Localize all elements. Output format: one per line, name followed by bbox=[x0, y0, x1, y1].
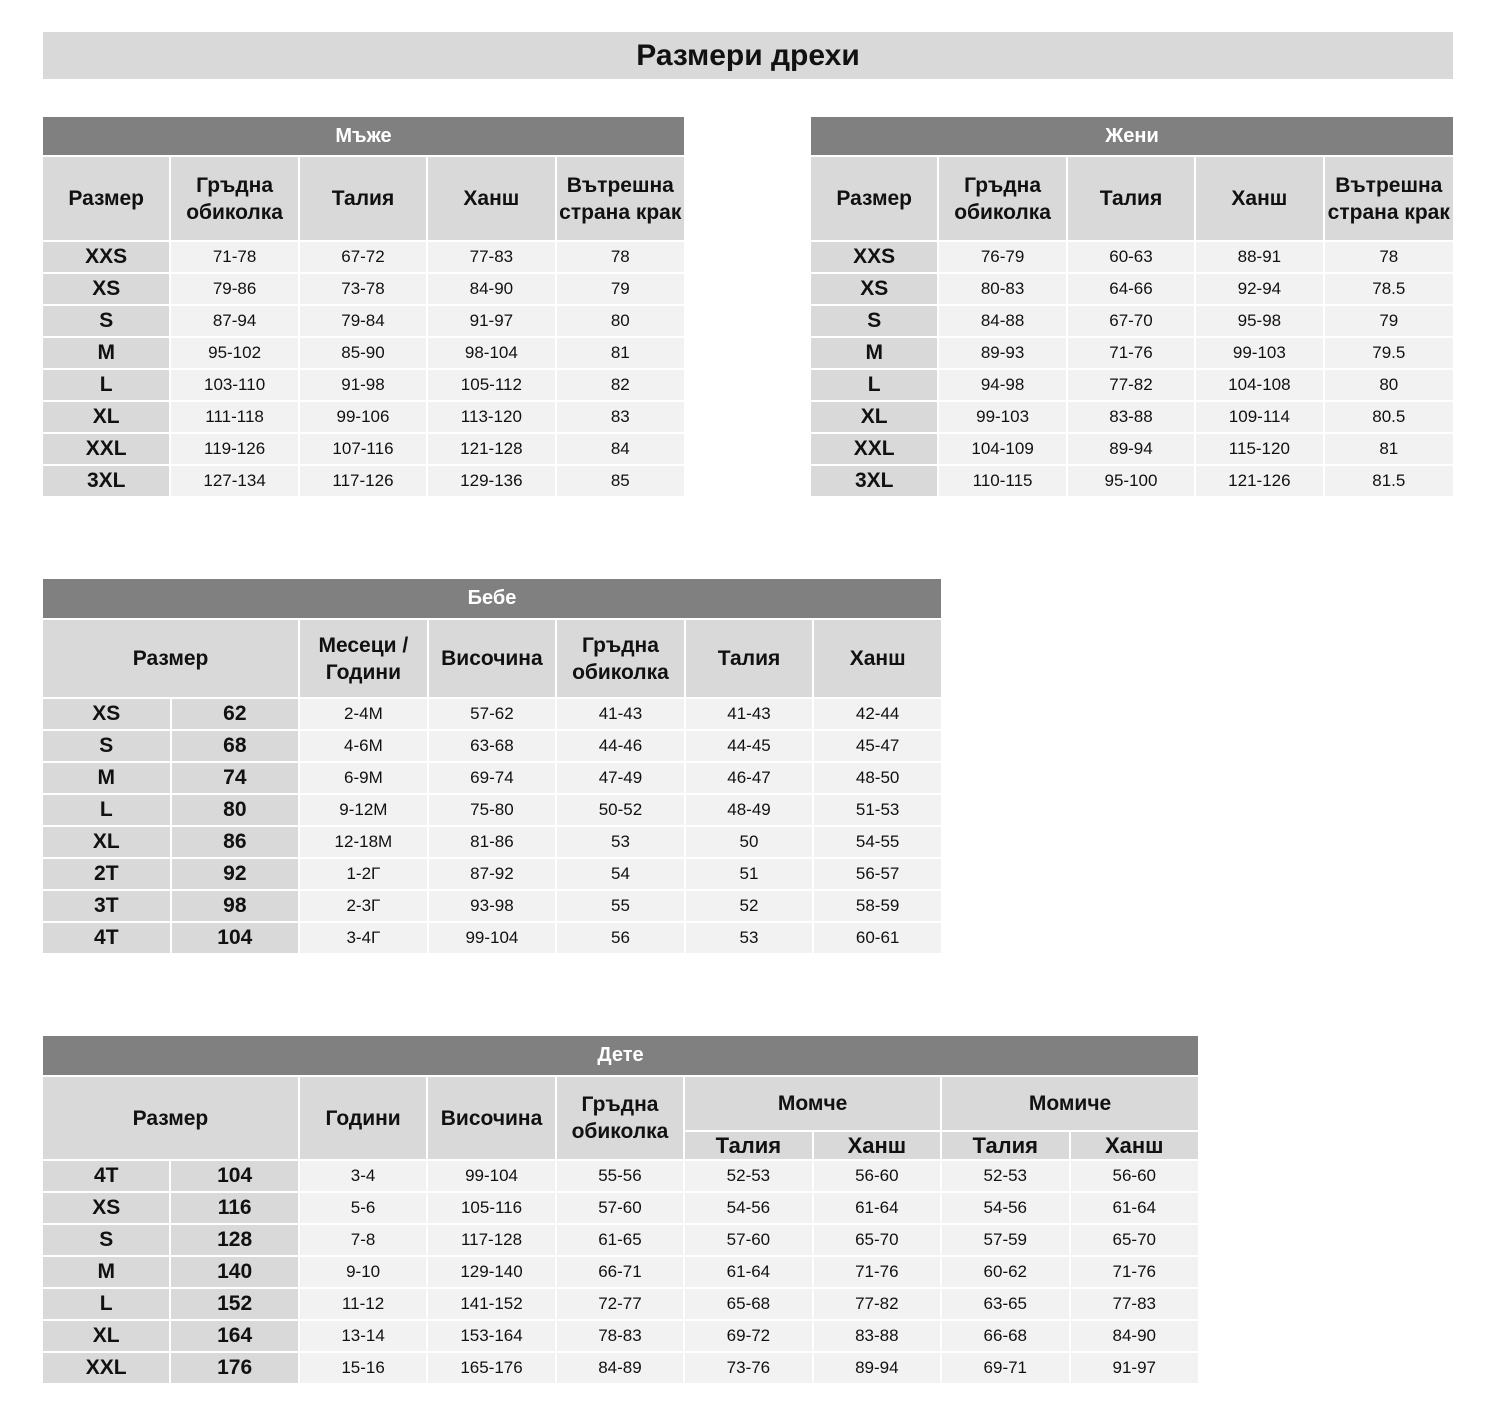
table-row bbox=[43, 306, 684, 336]
baby-size-table bbox=[41, 577, 943, 955]
value-cell: 44-45 bbox=[686, 731, 813, 761]
value-cell: 80 bbox=[557, 306, 684, 336]
value-cell: 54-55 bbox=[814, 827, 941, 857]
value-cell: 66-71 bbox=[557, 1257, 683, 1287]
header-waist: Талия bbox=[1068, 157, 1194, 240]
value-cell: 65-70 bbox=[814, 1225, 940, 1255]
value-cell: 85-90 bbox=[300, 338, 426, 368]
size-cell: L bbox=[43, 795, 170, 825]
value-cell: 83-88 bbox=[1068, 402, 1194, 432]
value-cell: 77-82 bbox=[814, 1289, 940, 1319]
size-cell: S bbox=[811, 306, 937, 336]
value-cell: 84-90 bbox=[1071, 1321, 1199, 1351]
value-cell: 52 bbox=[686, 891, 813, 921]
value-cell: 78-83 bbox=[557, 1321, 683, 1351]
header-chest: Гръдна обиколка bbox=[557, 1077, 683, 1159]
value-cell: 55 bbox=[557, 891, 684, 921]
size-cell: 176 bbox=[171, 1353, 297, 1383]
value-cell: 78 bbox=[1325, 242, 1453, 272]
value-cell: 75-80 bbox=[429, 795, 556, 825]
value-cell: 63-65 bbox=[942, 1289, 1068, 1319]
table-row bbox=[43, 1353, 1198, 1383]
value-cell: 2-3Г bbox=[300, 891, 427, 921]
size-cell: S bbox=[43, 306, 169, 336]
value-cell: 69-71 bbox=[942, 1353, 1068, 1383]
size-cell: 128 bbox=[171, 1225, 297, 1255]
value-cell: 51 bbox=[686, 859, 813, 889]
value-cell: 127-134 bbox=[171, 466, 297, 496]
value-cell: 81-86 bbox=[429, 827, 556, 857]
value-cell: 77-82 bbox=[1068, 370, 1194, 400]
value-cell: 77-83 bbox=[1071, 1289, 1199, 1319]
size-cell: XS bbox=[43, 274, 169, 304]
size-cell: S bbox=[43, 1225, 169, 1255]
size-cell: M bbox=[43, 763, 170, 793]
value-cell: 89-94 bbox=[1068, 434, 1194, 464]
value-cell: 91-98 bbox=[300, 370, 426, 400]
value-cell: 165-176 bbox=[428, 1353, 554, 1383]
value-cell: 88-91 bbox=[1196, 242, 1322, 272]
value-cell: 3-4 bbox=[300, 1161, 426, 1191]
table-row bbox=[43, 795, 941, 825]
table-row bbox=[811, 466, 1453, 496]
table-row bbox=[811, 402, 1453, 432]
value-cell: 56-60 bbox=[814, 1161, 940, 1191]
value-cell: 92-94 bbox=[1196, 274, 1322, 304]
table-row bbox=[811, 338, 1453, 368]
value-cell: 117-128 bbox=[428, 1225, 554, 1255]
size-cell: XL bbox=[43, 1321, 169, 1351]
value-cell: 61-64 bbox=[685, 1257, 811, 1287]
value-cell: 117-126 bbox=[300, 466, 426, 496]
table-row bbox=[811, 242, 1453, 272]
value-cell: 41-43 bbox=[686, 699, 813, 729]
value-cell: 56-57 bbox=[814, 859, 941, 889]
table-row bbox=[43, 370, 684, 400]
value-cell: 53 bbox=[686, 923, 813, 953]
table-row bbox=[811, 370, 1453, 400]
value-cell: 99-104 bbox=[428, 1161, 554, 1191]
table-row bbox=[43, 1193, 1198, 1223]
table-row bbox=[43, 1225, 1198, 1255]
value-cell: 94-98 bbox=[939, 370, 1065, 400]
size-cell: 62 bbox=[172, 699, 299, 729]
header-boy-hips: Ханш bbox=[814, 1132, 940, 1159]
size-cell: XL bbox=[43, 827, 170, 857]
value-cell: 61-64 bbox=[1071, 1193, 1199, 1223]
header-height: Височина bbox=[429, 620, 556, 697]
value-cell: 141-152 bbox=[428, 1289, 554, 1319]
size-cell: XL bbox=[811, 402, 937, 432]
size-cell: 74 bbox=[172, 763, 299, 793]
size-cell: 152 bbox=[171, 1289, 297, 1319]
size-cell: L bbox=[43, 1289, 169, 1319]
value-cell: 45-47 bbox=[814, 731, 941, 761]
header-chest: Гръдна обиколка bbox=[939, 157, 1065, 240]
value-cell: 129-140 bbox=[428, 1257, 554, 1287]
table-row bbox=[43, 338, 684, 368]
value-cell: 46-47 bbox=[686, 763, 813, 793]
size-cell: S bbox=[43, 731, 170, 761]
value-cell: 82 bbox=[557, 370, 684, 400]
value-cell: 103-110 bbox=[171, 370, 297, 400]
value-cell: 57-62 bbox=[429, 699, 556, 729]
men-caption: Мъже bbox=[43, 117, 684, 155]
value-cell: 57-60 bbox=[685, 1225, 811, 1255]
value-cell: 60-63 bbox=[1068, 242, 1194, 272]
value-cell: 99-103 bbox=[939, 402, 1065, 432]
table-row bbox=[811, 434, 1453, 464]
page-title: Размери дрехи bbox=[43, 32, 1453, 79]
header-hips: Ханш bbox=[1196, 157, 1322, 240]
table-row bbox=[43, 859, 941, 889]
value-cell: 81 bbox=[557, 338, 684, 368]
table-row bbox=[43, 466, 684, 496]
size-cell: 3XL bbox=[811, 466, 937, 496]
header-girl-waist: Талия bbox=[942, 1132, 1068, 1159]
value-cell: 50 bbox=[686, 827, 813, 857]
baby-caption: Бебе bbox=[43, 579, 941, 618]
value-cell: 9-12М bbox=[300, 795, 427, 825]
value-cell: 56 bbox=[557, 923, 684, 953]
value-cell: 56-60 bbox=[1071, 1161, 1199, 1191]
value-cell: 64-66 bbox=[1068, 274, 1194, 304]
size-cell: 4T bbox=[43, 1161, 169, 1191]
size-cell: 140 bbox=[171, 1257, 297, 1287]
value-cell: 15-16 bbox=[300, 1353, 426, 1383]
value-cell: 80.5 bbox=[1325, 402, 1453, 432]
value-cell: 6-9М bbox=[300, 763, 427, 793]
size-cell: XS bbox=[43, 1193, 169, 1223]
value-cell: 110-115 bbox=[939, 466, 1065, 496]
value-cell: 55-56 bbox=[557, 1161, 683, 1191]
value-cell: 98-104 bbox=[428, 338, 554, 368]
value-cell: 104-109 bbox=[939, 434, 1065, 464]
value-cell: 99-106 bbox=[300, 402, 426, 432]
value-cell: 105-116 bbox=[428, 1193, 554, 1223]
size-cell: 116 bbox=[171, 1193, 297, 1223]
size-cell: XL bbox=[43, 402, 169, 432]
value-cell: 71-78 bbox=[171, 242, 297, 272]
size-cell: 2T bbox=[43, 859, 170, 889]
value-cell: 153-164 bbox=[428, 1321, 554, 1351]
value-cell: 76-79 bbox=[939, 242, 1065, 272]
size-cell: XXS bbox=[43, 242, 169, 272]
size-cell: 98 bbox=[172, 891, 299, 921]
table-row bbox=[43, 1289, 1198, 1319]
size-cell: 4T bbox=[43, 923, 170, 953]
value-cell: 42-44 bbox=[814, 699, 941, 729]
value-cell: 57-59 bbox=[942, 1225, 1068, 1255]
header-group-girl: Момиче bbox=[942, 1077, 1198, 1130]
table-row bbox=[43, 923, 941, 953]
value-cell: 63-68 bbox=[429, 731, 556, 761]
value-cell: 79 bbox=[557, 274, 684, 304]
size-cell: L bbox=[811, 370, 937, 400]
value-cell: 104-108 bbox=[1196, 370, 1322, 400]
table-row bbox=[43, 731, 941, 761]
value-cell: 119-126 bbox=[171, 434, 297, 464]
size-cell: 3XL bbox=[43, 466, 169, 496]
value-cell: 69-74 bbox=[429, 763, 556, 793]
header-hips: Ханш bbox=[428, 157, 554, 240]
value-cell: 44-46 bbox=[557, 731, 684, 761]
header-group-boy: Момче bbox=[685, 1077, 940, 1130]
value-cell: 129-136 bbox=[428, 466, 554, 496]
size-cell: M bbox=[43, 1257, 169, 1287]
value-cell: 13-14 bbox=[300, 1321, 426, 1351]
header-inseam: Вътрешна страна крак bbox=[557, 157, 684, 240]
header-inseam: Вътрешна страна крак bbox=[1325, 157, 1453, 240]
value-cell: 54-56 bbox=[942, 1193, 1068, 1223]
value-cell: 47-49 bbox=[557, 763, 684, 793]
value-cell: 84-88 bbox=[939, 306, 1065, 336]
value-cell: 41-43 bbox=[557, 699, 684, 729]
size-cell: XXL bbox=[43, 1353, 169, 1383]
table-row bbox=[43, 434, 684, 464]
child-size-table bbox=[41, 1034, 1200, 1385]
value-cell: 87-92 bbox=[429, 859, 556, 889]
header-height: Височина bbox=[428, 1077, 554, 1159]
table-row bbox=[43, 699, 941, 729]
child-caption: Дете bbox=[43, 1036, 1198, 1075]
value-cell: 121-126 bbox=[1196, 466, 1322, 496]
header-size: Размер bbox=[811, 157, 937, 240]
value-cell: 83 bbox=[557, 402, 684, 432]
table-row bbox=[43, 763, 941, 793]
value-cell: 3-4Г bbox=[300, 923, 427, 953]
value-cell: 52-53 bbox=[685, 1161, 811, 1191]
size-cell: 164 bbox=[171, 1321, 297, 1351]
header-age: Месеци / Години bbox=[300, 620, 427, 697]
table-row bbox=[43, 1257, 1198, 1287]
value-cell: 109-114 bbox=[1196, 402, 1322, 432]
value-cell: 12-18М bbox=[300, 827, 427, 857]
value-cell: 79-86 bbox=[171, 274, 297, 304]
header-size: Размер bbox=[43, 620, 298, 697]
value-cell: 60-61 bbox=[814, 923, 941, 953]
value-cell: 77-83 bbox=[428, 242, 554, 272]
value-cell: 111-118 bbox=[171, 402, 297, 432]
value-cell: 89-94 bbox=[814, 1353, 940, 1383]
value-cell: 53 bbox=[557, 827, 684, 857]
value-cell: 79.5 bbox=[1325, 338, 1453, 368]
value-cell: 81.5 bbox=[1325, 466, 1453, 496]
women-size-table bbox=[809, 115, 1455, 498]
value-cell: 81 bbox=[1325, 434, 1453, 464]
value-cell: 61-65 bbox=[557, 1225, 683, 1255]
value-cell: 71-76 bbox=[814, 1257, 940, 1287]
value-cell: 11-12 bbox=[300, 1289, 426, 1319]
value-cell: 115-120 bbox=[1196, 434, 1322, 464]
value-cell: 73-78 bbox=[300, 274, 426, 304]
value-cell: 4-6М bbox=[300, 731, 427, 761]
value-cell: 99-103 bbox=[1196, 338, 1322, 368]
table-row bbox=[43, 274, 684, 304]
value-cell: 121-128 bbox=[428, 434, 554, 464]
size-cell: 80 bbox=[172, 795, 299, 825]
value-cell: 84-90 bbox=[428, 274, 554, 304]
value-cell: 57-60 bbox=[557, 1193, 683, 1223]
women-caption: Жени bbox=[811, 117, 1453, 155]
value-cell: 69-72 bbox=[685, 1321, 811, 1351]
size-cell: 92 bbox=[172, 859, 299, 889]
value-cell: 85 bbox=[557, 466, 684, 496]
size-cell: 104 bbox=[172, 923, 299, 953]
men-size-table bbox=[41, 115, 686, 498]
table-row bbox=[811, 306, 1453, 336]
value-cell: 105-112 bbox=[428, 370, 554, 400]
value-cell: 71-76 bbox=[1068, 338, 1194, 368]
value-cell: 93-98 bbox=[429, 891, 556, 921]
table-row bbox=[43, 827, 941, 857]
value-cell: 95-100 bbox=[1068, 466, 1194, 496]
value-cell: 66-68 bbox=[942, 1321, 1068, 1351]
header-waist: Талия bbox=[300, 157, 426, 240]
value-cell: 83-88 bbox=[814, 1321, 940, 1351]
value-cell: 61-64 bbox=[814, 1193, 940, 1223]
value-cell: 79-84 bbox=[300, 306, 426, 336]
size-cell: XXL bbox=[43, 434, 169, 464]
size-cell: XXL bbox=[811, 434, 937, 464]
value-cell: 80 bbox=[1325, 370, 1453, 400]
value-cell: 52-53 bbox=[942, 1161, 1068, 1191]
size-cell: XS bbox=[811, 274, 937, 304]
header-boy-waist: Талия bbox=[685, 1132, 811, 1159]
value-cell: 95-98 bbox=[1196, 306, 1322, 336]
value-cell: 113-120 bbox=[428, 402, 554, 432]
value-cell: 7-8 bbox=[300, 1225, 426, 1255]
value-cell: 65-68 bbox=[685, 1289, 811, 1319]
size-cell: 104 bbox=[171, 1161, 297, 1191]
value-cell: 78 bbox=[557, 242, 684, 272]
table-row bbox=[43, 242, 684, 272]
value-cell: 91-97 bbox=[428, 306, 554, 336]
size-cell: 3T bbox=[43, 891, 170, 921]
table-row bbox=[43, 402, 684, 432]
size-cell: XXS bbox=[811, 242, 937, 272]
table-row bbox=[43, 891, 941, 921]
header-chest: Гръдна обиколка bbox=[557, 620, 684, 697]
size-cell: L bbox=[43, 370, 169, 400]
value-cell: 91-97 bbox=[1071, 1353, 1199, 1383]
value-cell: 60-62 bbox=[942, 1257, 1068, 1287]
header-girl-hips: Ханш bbox=[1071, 1132, 1199, 1159]
size-cell: 86 bbox=[172, 827, 299, 857]
value-cell: 80-83 bbox=[939, 274, 1065, 304]
size-cell: 68 bbox=[172, 731, 299, 761]
value-cell: 54 bbox=[557, 859, 684, 889]
value-cell: 78.5 bbox=[1325, 274, 1453, 304]
header-age: Години bbox=[300, 1077, 426, 1159]
value-cell: 87-94 bbox=[171, 306, 297, 336]
header-size: Размер bbox=[43, 157, 169, 240]
value-cell: 73-76 bbox=[685, 1353, 811, 1383]
value-cell: 84-89 bbox=[557, 1353, 683, 1383]
value-cell: 48-50 bbox=[814, 763, 941, 793]
size-cell: M bbox=[811, 338, 937, 368]
header-hips: Ханш bbox=[814, 620, 941, 697]
value-cell: 5-6 bbox=[300, 1193, 426, 1223]
value-cell: 65-70 bbox=[1071, 1225, 1199, 1255]
value-cell: 99-104 bbox=[429, 923, 556, 953]
value-cell: 79 bbox=[1325, 306, 1453, 336]
size-cell: M bbox=[43, 338, 169, 368]
value-cell: 72-77 bbox=[557, 1289, 683, 1319]
value-cell: 50-52 bbox=[557, 795, 684, 825]
value-cell: 71-76 bbox=[1071, 1257, 1199, 1287]
value-cell: 89-93 bbox=[939, 338, 1065, 368]
value-cell: 84 bbox=[557, 434, 684, 464]
value-cell: 48-49 bbox=[686, 795, 813, 825]
header-chest: Гръдна обиколка bbox=[171, 157, 297, 240]
header-size: Размер bbox=[43, 1077, 298, 1159]
value-cell: 1-2Г bbox=[300, 859, 427, 889]
value-cell: 2-4М bbox=[300, 699, 427, 729]
size-cell: XS bbox=[43, 699, 170, 729]
value-cell: 107-116 bbox=[300, 434, 426, 464]
table-row bbox=[811, 274, 1453, 304]
value-cell: 9-10 bbox=[300, 1257, 426, 1287]
header-waist: Талия bbox=[686, 620, 813, 697]
value-cell: 54-56 bbox=[685, 1193, 811, 1223]
value-cell: 58-59 bbox=[814, 891, 941, 921]
value-cell: 67-70 bbox=[1068, 306, 1194, 336]
table-row bbox=[43, 1161, 1198, 1191]
value-cell: 67-72 bbox=[300, 242, 426, 272]
value-cell: 95-102 bbox=[171, 338, 297, 368]
table-row bbox=[43, 1321, 1198, 1351]
value-cell: 51-53 bbox=[814, 795, 941, 825]
